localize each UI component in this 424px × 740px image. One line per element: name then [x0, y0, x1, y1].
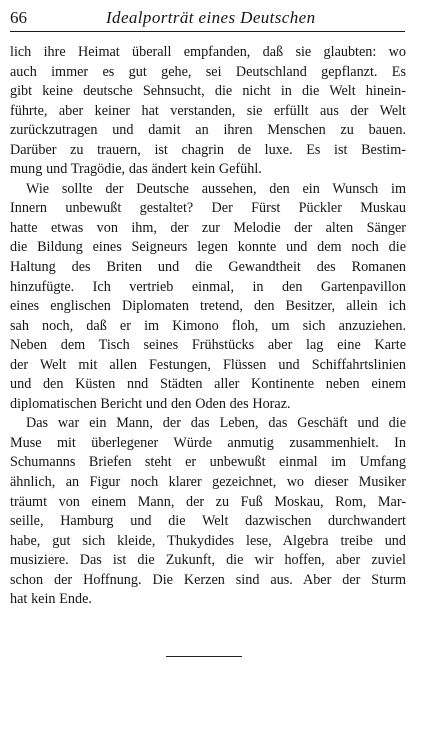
text-line: seille, Hamburg und die Welt dazwischen durchwandert — [10, 513, 406, 530]
running-title: Idealporträt eines Deutschen — [106, 8, 316, 27]
text-line: hat kein Ende. — [10, 591, 92, 608]
body-text — [10, 43, 406, 610]
paragraph-1 — [10, 43, 406, 180]
section-end-rule — [166, 656, 242, 657]
text-line: hatte etwas von ihm, der zur Melodie der alten Sänger — [10, 219, 406, 236]
text-line: die Bildung eines Seigneurs legen konnte und dem noch die — [10, 239, 406, 256]
text-line: Innern unbewußt gestaltet? Der Fürst Pückler Muskau — [10, 200, 406, 217]
paragraph-3 — [10, 414, 406, 609]
header-rule — [10, 31, 405, 32]
text-line: auch immer es gut gehe, sei Deutschland gepflanzt. Es — [10, 63, 406, 80]
text-line: habe, gut sich kleide, Thukydides lese, Algebra treibe und — [10, 532, 406, 549]
text-line: zurückzutragen und damit an ihren Menschen zu bauen. — [10, 122, 406, 139]
text-line: musiziere. Das ist die Zukunft, die wir hoffen, aber zuviel — [10, 552, 406, 569]
text-line: hinzufügte. Ich vertrieb einmal, in den Gartenpavillon — [10, 278, 406, 295]
text-line: ähnlich, an Figur noch klarer gezeichnet, wo dieser Musiker — [10, 474, 406, 491]
text-line: lich ihre Heimat überall empfanden, daß sie glaubten: wo — [10, 44, 406, 60]
text-line: schon der Hoffnung. Die Kerzen sind aus. Aber der Sturm — [10, 571, 406, 588]
text-line: der Welt mit allen Festungen, Flüssen und Schiffahrtslinien — [10, 356, 406, 373]
text-line: Muse mit überlegener Würde anmutig zusammenhielt. In — [10, 434, 406, 451]
paragraph-2 — [10, 180, 406, 415]
text-line: führte, aber keiner hat verstanden, sie erfüllt aus der Welt — [10, 102, 406, 119]
text-line: gibt keine deutsche Sehnsucht, die nicht in die Welt hinein- — [10, 83, 406, 100]
text-line: Darüber zu trauern, ist chagrin de luxe. Es ist Bestim- — [10, 141, 406, 158]
text-line: Schumanns Briefen steht er unbewußt einmal im Umfang — [10, 454, 406, 471]
page-number: 66 — [10, 8, 27, 27]
text-line: mung und Tragödie, das ändert kein Gefühl. — [10, 161, 262, 178]
text-line: träumt von einem Mann, der zu Fuß Moskau, Rom, Mar- — [10, 493, 406, 510]
text-line: Wie sollte der Deutsche aussehen, den ein Wunsch im — [26, 180, 406, 197]
text-line: sah noch, daß er im Kimono floh, um sich anzuziehen. — [10, 317, 406, 334]
text-line: und den Küsten nnd Städten aller Kontinente neben einem — [10, 376, 406, 393]
text-line: diplomatischen Bericht und den Oden des Horaz. — [10, 395, 291, 412]
text-line: eines englischen Diplomaten tretend, den Besitzer, allein ich — [10, 298, 406, 315]
text-line: Das war ein Mann, der das Leben, das Geschäft und die — [26, 415, 406, 432]
text-line: Haltung des Briten und die Gewandtheit des Romanen — [10, 259, 406, 276]
page-header — [10, 6, 405, 32]
text-line: Neben dem Tisch seines Frühstücks aber lag eine Karte — [10, 337, 406, 354]
